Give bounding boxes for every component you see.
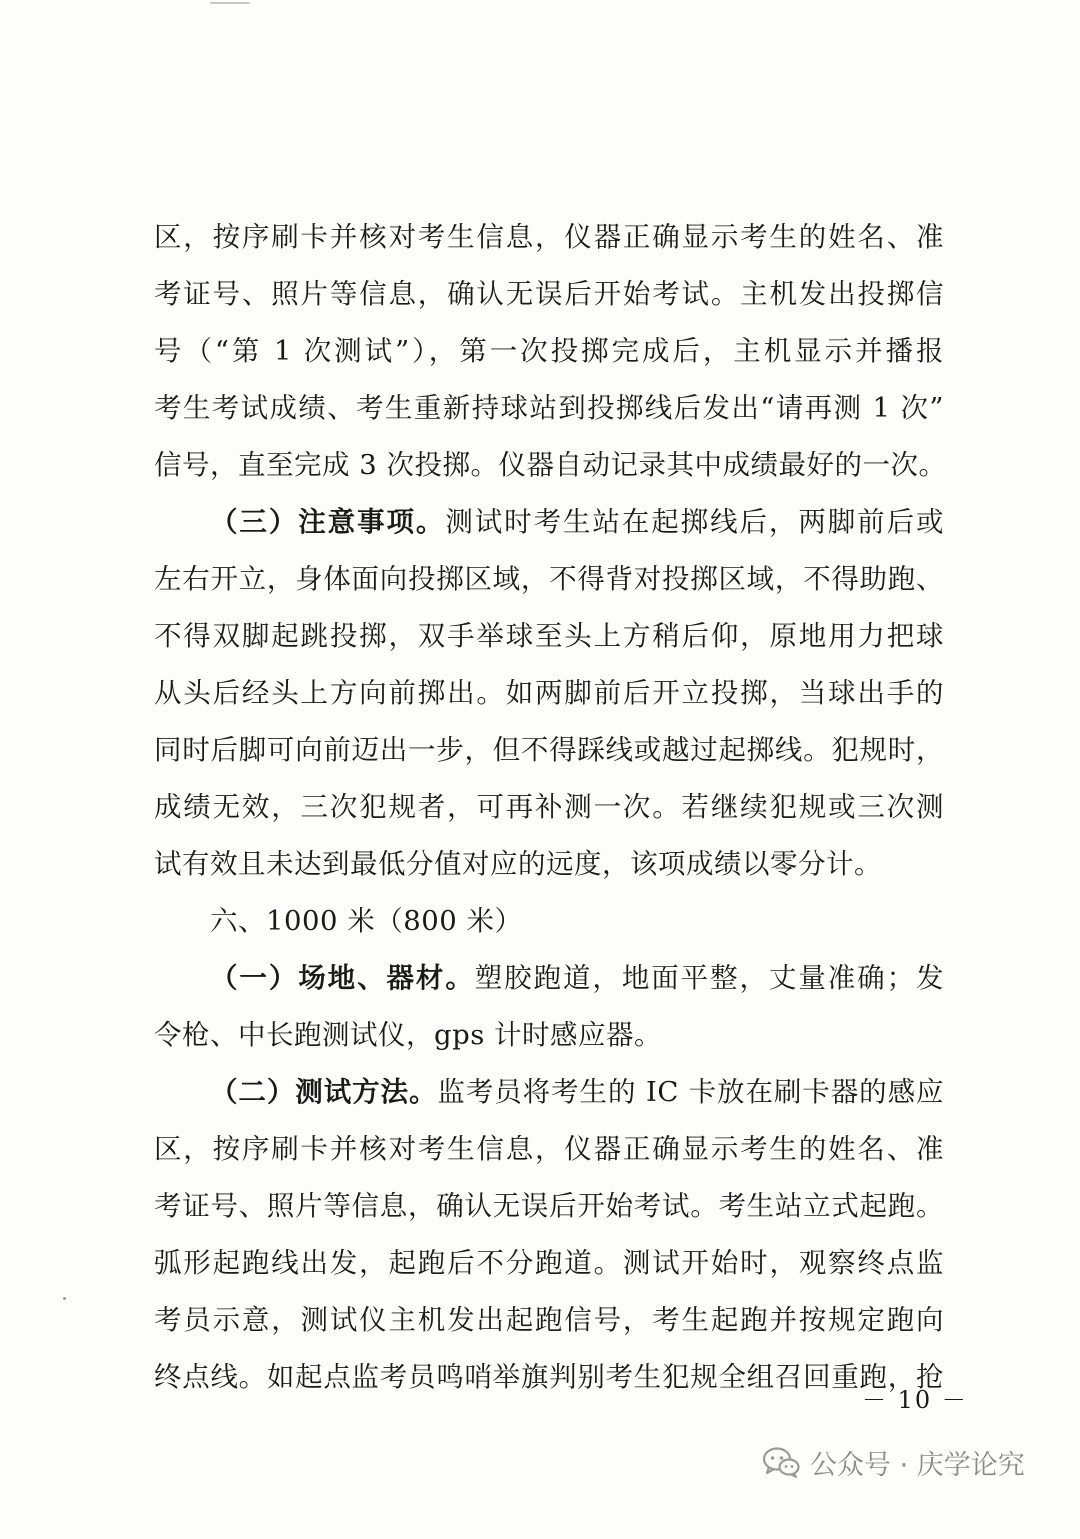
venue-first-line xyxy=(210,956,944,1000)
notes-line: 同时后脚可向前迈出一步，但不得踩线或越过起掷线。犯规时， xyxy=(154,734,944,766)
section-six-title: 六、1000 米（800 米） xyxy=(210,905,523,937)
body-line: 区，按序刷卡并核对考生信息，仪器正确显示考生的姓名、准 xyxy=(154,221,944,253)
method-heading: （二）测试方法。 xyxy=(210,1076,438,1108)
notes-first-line xyxy=(210,500,944,544)
method-line: 终点线。如起点监考员鸣哨举旗判别考生犯规全组召回重跑，抢 xyxy=(154,1361,944,1393)
scan-speck xyxy=(210,2,250,4)
wechat-icon xyxy=(762,1446,800,1478)
body-line: 信号，直至完成 3 次投掷。仪器自动记录其中成绩最好的一次。 xyxy=(154,449,947,481)
notes-first-line-text: 测试时考生站在起掷线后，两脚前后或 xyxy=(445,506,945,538)
body-line: 考生考试成绩、考生重新持球站到投掷线后发出“请再测 1 次” xyxy=(154,392,944,424)
body-line: 考证号、照片等信息，确认无误后开始考试。主机发出投掷信 xyxy=(154,278,944,310)
venue-first-line-text: 塑胶跑道，地面平整，丈量准确；发 xyxy=(474,962,944,994)
venue-line: 令枪、中长跑测试仪，gps 计时感应器。 xyxy=(154,1019,663,1051)
notes-line: 不得双脚起跳投掷，双手举球至头上方稍后仰，原地用力把球 xyxy=(154,620,944,652)
notes-line: 成绩无效，三次犯规者，可再补测一次。若继续犯规或三次测 xyxy=(154,791,944,823)
watermark xyxy=(762,1442,1025,1482)
method-first-line-text: 监考员将考生的 IC 卡放在刷卡器的感应 xyxy=(437,1076,945,1108)
notes-line: 从头后经头上方向前掷出。如两脚前后开立投掷，当球出手的 xyxy=(154,677,944,709)
method-line: 考员示意，测试仪主机发出起跑信号，考生起跑并按规定跑向 xyxy=(154,1304,944,1336)
method-line: 区，按序刷卡并核对考生信息，仪器正确显示考生的姓名、准 xyxy=(154,1133,944,1165)
venue-heading: （一）场地、器材。 xyxy=(210,962,475,994)
method-line: 弧形起跑线出发，起跑后不分跑道。测试开始时，观察终点监 xyxy=(154,1247,944,1279)
watermark-text: 公众号 · 庆学论究 xyxy=(810,1449,1025,1481)
page-number: － 10 － xyxy=(862,1386,968,1414)
scan-speck xyxy=(63,1297,66,1300)
notes-line: 试有效且未达到最低分值对应的远度，该项成绩以零分计。 xyxy=(154,848,882,880)
method-first-line xyxy=(210,1070,944,1114)
notes-heading: （三）注意事项。 xyxy=(210,506,446,538)
notes-line: 左右开立，身体面向投掷区域，不得背对投掷区域，不得助跑、 xyxy=(154,563,944,595)
body-line: 号（“第 1 次测试”），第一次投掷完成后，主机显示并播报 xyxy=(154,335,944,367)
method-line: 考证号、照片等信息，确认无误后开始考试。考生站立式起跑。 xyxy=(154,1190,944,1222)
